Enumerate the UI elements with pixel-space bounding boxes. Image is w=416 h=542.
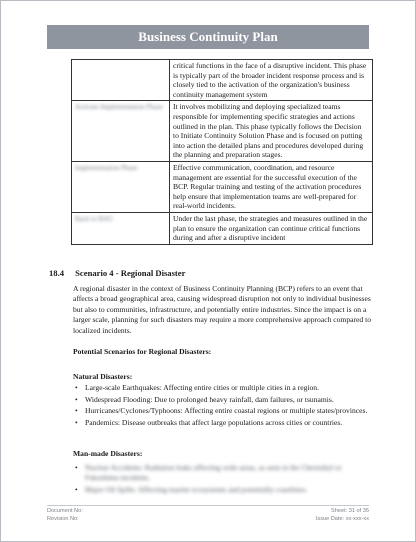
list-item-text: Large-scale Earthquakes: Affecting entire cities or multiple cities in a region. <box>85 383 319 392</box>
list-item <box>73 406 373 416</box>
footer-issue-date: Issue Date: xx-xxx-xx <box>315 516 369 522</box>
description-cell: critical functions in the face of a disruptive incident. This phase is typically part of the broader incident response process and is closely tied to the activation of the organization's business continuity management system <box>170 60 373 101</box>
natural-disasters-heading: Natural Disasters: <box>73 372 133 381</box>
manmade-disasters-heading: Man-made Disasters: <box>73 449 143 458</box>
phase-label: Implementation Phase <box>75 163 138 172</box>
description-cell: Under the last phase, the strategies and measures outlined in the plan to ensure the organization can continue critical functions during and after a disruptive incident <box>170 212 373 244</box>
table-row <box>72 161 373 212</box>
list-item <box>73 463 373 483</box>
list-item-text: Widespread Flooding: Due to prolonged heavy rainfall, dam failures, or tsunamis. <box>85 394 334 404</box>
phase-label: Back to BAU <box>75 214 114 223</box>
list-item <box>73 395 373 405</box>
manmade-disasters-list <box>73 463 373 497</box>
page-header-title: Business Continuity Plan <box>47 25 369 49</box>
bullet-icon: • <box>75 418 78 428</box>
phase-cell <box>72 60 170 101</box>
phase-cell <box>72 161 170 212</box>
phase-label: Activate Implementation Phase <box>75 103 163 112</box>
section-title: Scenario 4 - Regional Disaster <box>75 268 186 278</box>
bullet-icon: • <box>75 463 78 472</box>
phase-cell <box>72 212 170 244</box>
footer-divider <box>47 505 369 506</box>
footer-sheet-count: Sheet: 31 of 35 <box>331 508 369 514</box>
section-number: 18.4 <box>49 268 65 278</box>
description-cell: It involves mobilizing and deploying specialized teams responsible for implementing specific strategies and actions outlined in the plan. This phase typically follows the Decision to Initiate Continuity Solution Phase and is focused on putting into action the detailed plans and procedures developed during the planning and preparation stages. <box>170 101 373 162</box>
table-row <box>72 60 373 101</box>
table-row <box>72 101 373 162</box>
description-cell: Effective communication, coordination, and resource management are essential for the successful execution of the BCP. Regular training and testing of the activation procedures help ensure that implementation teams are well-prepared for real-world incidents. <box>170 161 373 212</box>
bullet-icon: • <box>75 394 78 404</box>
potential-scenarios-heading: Potential Scenarios for Regional Disasters: <box>73 347 212 356</box>
natural-disasters-list <box>73 383 373 430</box>
list-item-text: Major Oil Spills: Affecting marine ecosystems and potentially coastlines. <box>85 484 308 494</box>
bullet-icon: • <box>75 383 78 392</box>
footer-document-number: Document No: <box>47 508 83 514</box>
phase-cell <box>72 101 170 162</box>
list-item <box>73 418 373 428</box>
bullet-icon: • <box>75 406 78 416</box>
section-intro-paragraph: A regional disaster in the context of Business Continuity Planning (BCP) refers to an event that affects a broad geographical area, causing widespread disruption not only to individual businesses but also to communities, infrastructure, and potentially entire industries. Since the impact is on a larger scale, planning for such disasters may require a more comprehensive approach compared to localized incidents. <box>73 284 372 335</box>
bullet-icon: • <box>75 484 78 494</box>
section-heading <box>49 268 185 278</box>
list-item <box>73 383 373 393</box>
list-item <box>73 485 373 495</box>
table-row <box>72 212 373 244</box>
list-item-text: Nuclear Accidents: Radiation leaks affecting wide areas, as seen in the Chernobyl or Fukushima incidents. <box>85 463 342 483</box>
phase-table <box>71 59 373 245</box>
footer-revision-number: Revision No: <box>47 516 79 522</box>
list-item-text: Hurricanes/Cyclones/Typhoons: Affecting entire coastal regions or multiple states/provinces. <box>85 406 368 416</box>
list-item-text: Pandemics: Disease outbreaks that affect large populations across cities or countries. <box>85 418 343 428</box>
